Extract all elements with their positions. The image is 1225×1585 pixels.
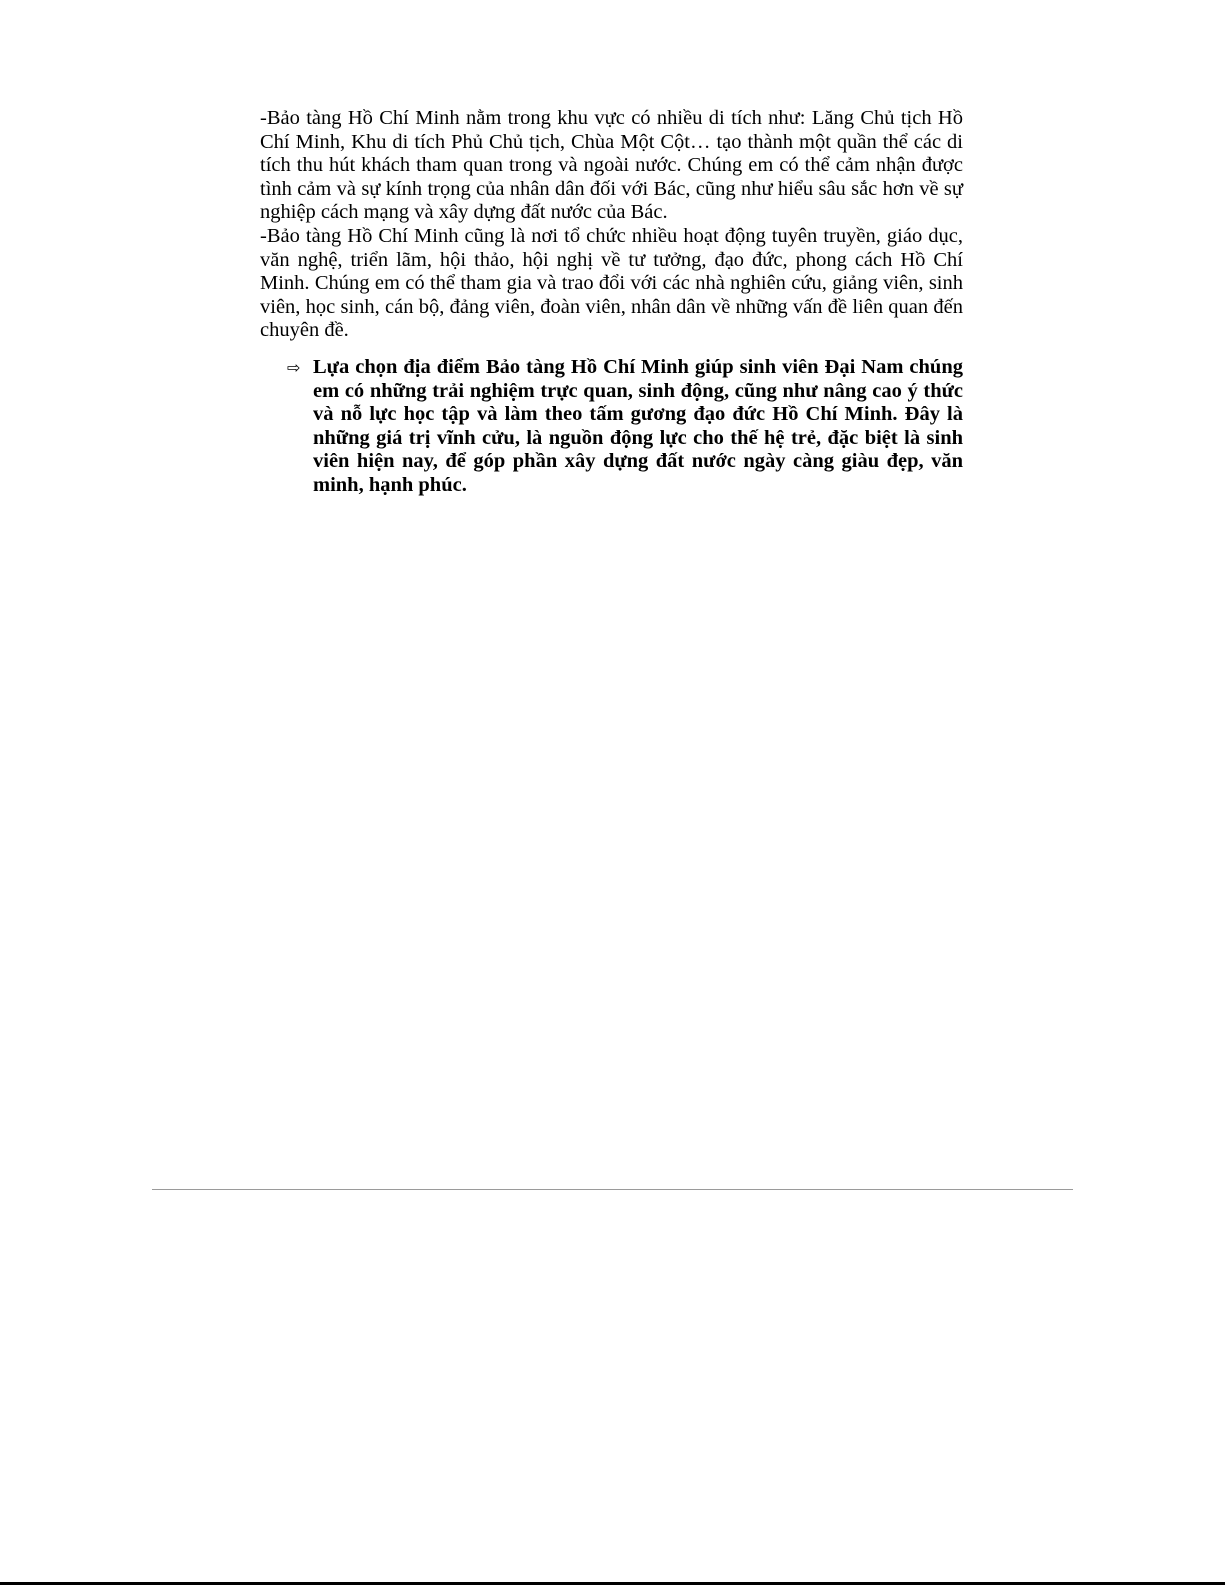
- conclusion-text: Lựa chọn địa điểm Bảo tàng Hồ Chí Minh giúp sinh viên Đại Nam chúng em có những trải nghiệm trực quan, sinh động, cũng như nâng cao ý thức và nỗ lực học tập và làm theo tấm gương đạo đức Hồ Chí Minh. Đây là những giá trị vĩnh cửu, là nguồn động lực cho thế hệ trẻ, đặc biệt là sinh viên hiện nay, để góp phần xây dựng đất nước ngày càng giàu đẹp, văn minh, hạnh phúc.: [313, 356, 963, 496]
- conclusion-bullet: [287, 356, 963, 498]
- paragraph-museum-location: -Bảo tàng Hồ Chí Minh nằm trong khu vực có nhiều di tích như: Lăng Chủ tịch Hồ Chí Minh, Khu di tích Phủ Chủ tịch, Chùa Một Cột… tạo thành một quần thể các di tích thu hút khách tham quan trong và ngoài nước. Chúng em có thể cảm nhận được tình cảm và sự kính trọng của nhân dân đối với Bác, cũng như hiểu sâu sắc hơn về sự nghiệp cách mạng và xây dựng đất nước của Bác.: [260, 107, 963, 224]
- paragraph-museum-activities: -Bảo tàng Hồ Chí Minh cũng là nơi tổ chức nhiều hoạt động tuyên truyền, giáo dục, văn nghệ, triển lãm, hội thảo, hội nghị về tư tưởng, đạo đức, phong cách Hồ Chí Minh. Chúng em có thể tham gia và trao đổi với các nhà nghiên cứu, giảng viên, sinh viên, học sinh, cán bộ, đảng viên, đoàn viên, nhân dân về những vấn đề liên quan đến chuyên đề.: [260, 224, 963, 342]
- right-arrow-outline-icon: ⇨: [287, 358, 301, 377]
- page-break-divider: [152, 1189, 1073, 1190]
- body-text: [260, 107, 963, 343]
